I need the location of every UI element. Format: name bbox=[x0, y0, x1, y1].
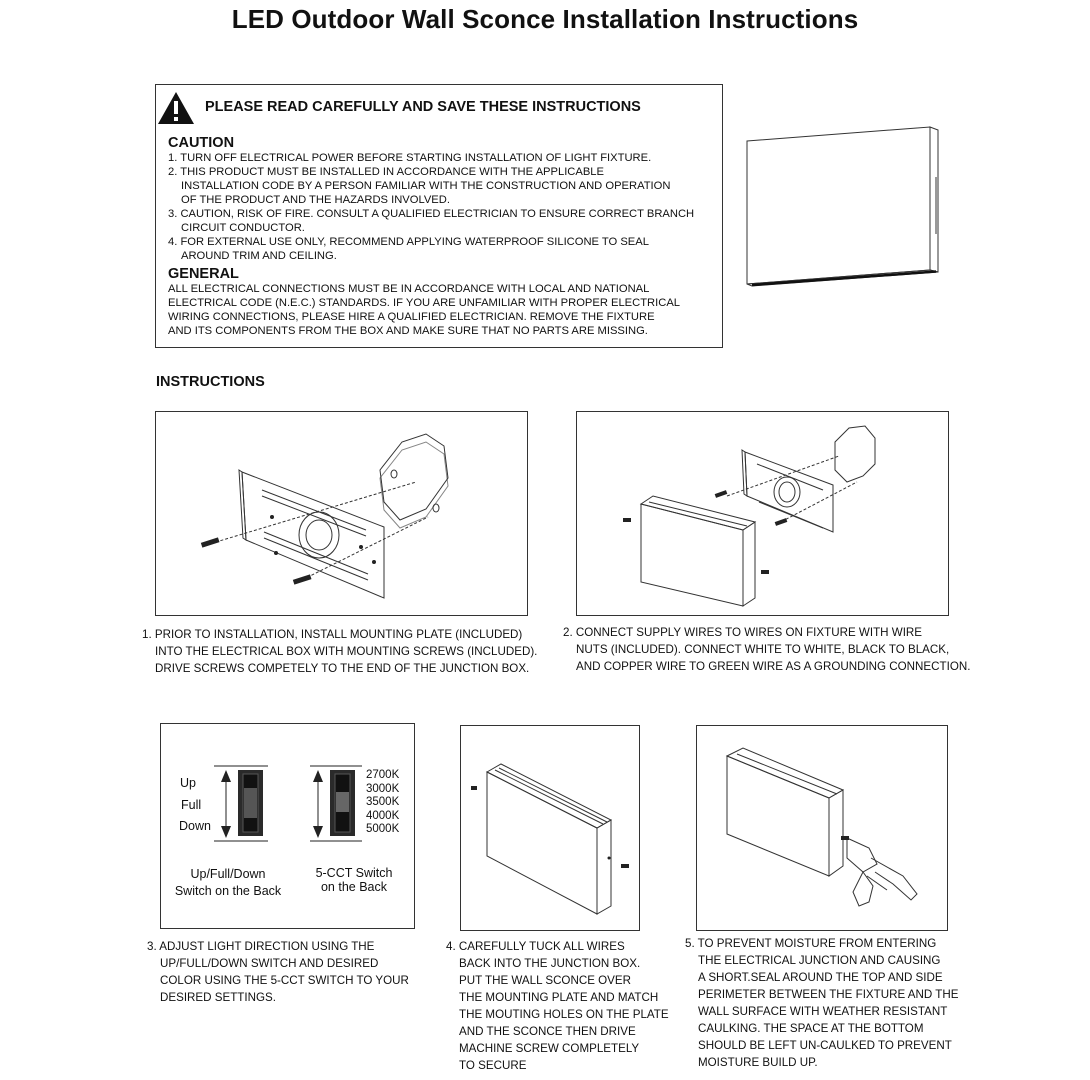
notice-header: PLEASE READ CAREFULLY AND SAVE THESE INSTRUCTIONS bbox=[205, 99, 641, 115]
step-line: THE MOUTING HOLES ON THE PLATE bbox=[459, 1008, 669, 1021]
instructions-heading: INSTRUCTIONS bbox=[156, 374, 265, 390]
step-1-diagram bbox=[155, 411, 528, 616]
general-line: WIRING CONNECTIONS, PLEASE HIRE A QUALIFIED ELECTRICIAN. REMOVE THE FIXTURE bbox=[168, 311, 655, 323]
step-line: PUT THE WALL SCONCE OVER bbox=[459, 974, 632, 987]
updown-caption-line: Switch on the Back bbox=[174, 884, 282, 898]
updown-caption bbox=[168, 866, 288, 900]
step-line: AND COPPER WIRE TO GREEN WIRE AS A GROUNDING CONNECTION. bbox=[576, 660, 971, 673]
caution-line: 2. THIS PRODUCT MUST BE INSTALLED IN ACCORDANCE WITH THE APPLICABLE bbox=[168, 166, 604, 178]
step-line: 1. PRIOR TO INSTALLATION, INSTALL MOUNTING PLATE (INCLUDED) bbox=[142, 628, 523, 641]
step-line: 4. CAREFULLY TUCK ALL WIRES bbox=[446, 940, 625, 953]
step-line: DESIRED SETTINGS. bbox=[160, 991, 276, 1004]
step-3-text bbox=[147, 938, 409, 1006]
step-4-text bbox=[446, 938, 669, 1074]
cct-label: 4000K bbox=[366, 809, 400, 822]
step-line: A SHORT.SEAL AROUND THE TOP AND SIDE bbox=[698, 971, 943, 984]
cct-label: 5000K bbox=[366, 823, 400, 835]
caution-line: 1. TURN OFF ELECTRICAL POWER BEFORE STARTING INSTALLATION OF LIGHT FIXTURE. bbox=[168, 152, 652, 164]
general-line: ELECTRICAL CODE (N.E.C.) STANDARDS. IF YOU ARE UNFAMILIAR WITH PROPER ELECTRICAL bbox=[168, 297, 681, 309]
caution-line: INSTALLATION CODE BY A PERSON FAMILIAR WITH THE CONSTRUCTION AND OPERATION bbox=[181, 180, 671, 192]
cct-caption-line: 5-CCT Switch bbox=[315, 866, 393, 880]
step-line: 2. CONNECT SUPPLY WIRES TO WIRES ON FIXTURE WITH WIRE bbox=[563, 626, 923, 639]
step-line: 5. TO PREVENT MOISTURE FROM ENTERING bbox=[685, 937, 937, 950]
step-5-diagram bbox=[696, 725, 948, 931]
step-line: WALL SURFACE WITH WEATHER RESISTANT bbox=[698, 1005, 948, 1018]
caution-line: CIRCUIT CONDUCTOR. bbox=[181, 222, 305, 234]
cct-label: 3500K bbox=[366, 796, 400, 808]
cct-label: 3000K bbox=[366, 782, 400, 795]
step-line: TO SECURE bbox=[459, 1059, 527, 1072]
general-line: ALL ELECTRICAL CONNECTIONS MUST BE IN ACCORDANCE WITH LOCAL AND NATIONAL bbox=[168, 283, 650, 295]
cct-label: 2700K bbox=[366, 769, 400, 781]
switch-label-full: Full bbox=[181, 798, 202, 812]
cct-labels bbox=[366, 769, 399, 837]
step-line: SHOULD BE LEFT UN-CAULKED TO PREVENT bbox=[698, 1039, 952, 1052]
step-line: MACHINE SCREW COMPLETELY bbox=[459, 1042, 640, 1055]
cct-switch-graphic bbox=[308, 764, 366, 844]
step-4-diagram bbox=[460, 725, 640, 931]
step-line: CAULKING. THE SPACE AT THE BOTTOM bbox=[698, 1022, 924, 1035]
page-title: LED Outdoor Wall Sconce Installation Instructions bbox=[231, 4, 859, 34]
general-line: AND ITS COMPONENTS FROM THE BOX AND MAKE SURE THAT NO PARTS ARE MISSING. bbox=[168, 325, 648, 337]
step-line: BACK INTO THE JUNCTION BOX. bbox=[459, 957, 641, 970]
step-5-text bbox=[685, 935, 958, 1071]
updown-caption-line: Up/Full/Down bbox=[190, 867, 266, 881]
step-1-text bbox=[142, 626, 537, 677]
step-line: INTO THE ELECTRICAL BOX WITH MOUNTING SCREWS (INCLUDED). bbox=[155, 645, 538, 658]
step-line: THE MOUNTING PLATE AND MATCH bbox=[459, 991, 659, 1004]
switch-label-down: Down bbox=[179, 819, 211, 833]
updown-switch-graphic bbox=[210, 764, 274, 844]
caution-list bbox=[168, 151, 694, 263]
step-line: 3. ADJUST LIGHT DIRECTION USING THE bbox=[147, 940, 375, 953]
switch-label-up: Up bbox=[180, 776, 196, 790]
step-line: NUTS (INCLUDED). CONNECT WHITE TO WHITE, BLACK TO BLACK, bbox=[576, 643, 950, 656]
step-line: COLOR USING THE 5-CCT SWITCH TO YOUR bbox=[160, 974, 409, 987]
step-line: THE ELECTRICAL JUNCTION AND CAUSING bbox=[698, 954, 941, 967]
caution-heading: CAUTION bbox=[168, 135, 235, 151]
caution-line: 3. CAUTION, RISK OF FIRE. CONSULT A QUALIFIED ELECTRICIAN TO ENSURE CORRECT BRANCH bbox=[168, 208, 695, 220]
warning-icon bbox=[157, 91, 195, 125]
caution-line: AROUND TRIM AND CEILING. bbox=[181, 250, 337, 262]
general-text bbox=[168, 282, 680, 338]
step-2-text bbox=[563, 624, 970, 675]
caution-line: OF THE PRODUCT AND THE HAZARDS INVOLVED. bbox=[181, 194, 450, 206]
step-line: AND THE SCONCE THEN DRIVE bbox=[459, 1025, 636, 1038]
general-heading: GENERAL bbox=[168, 266, 239, 282]
step-line: UP/FULL/DOWN SWITCH AND DESIRED bbox=[160, 957, 379, 970]
cct-caption bbox=[300, 866, 408, 894]
product-illustration bbox=[740, 122, 950, 292]
cct-caption-line: on the Back bbox=[320, 880, 387, 894]
step-line: DRIVE SCREWS COMPETELY TO THE END OF THE JUNCTION BOX. bbox=[155, 662, 530, 675]
step-line: MOISTURE BUILD UP. bbox=[698, 1056, 818, 1069]
step-2-diagram bbox=[576, 411, 949, 616]
caution-line: 4. FOR EXTERNAL USE ONLY, RECOMMEND APPLYING WATERPROOF SILICONE TO SEAL bbox=[168, 236, 649, 248]
step-line: PERIMETER BETWEEN THE FIXTURE AND THE bbox=[698, 988, 959, 1001]
